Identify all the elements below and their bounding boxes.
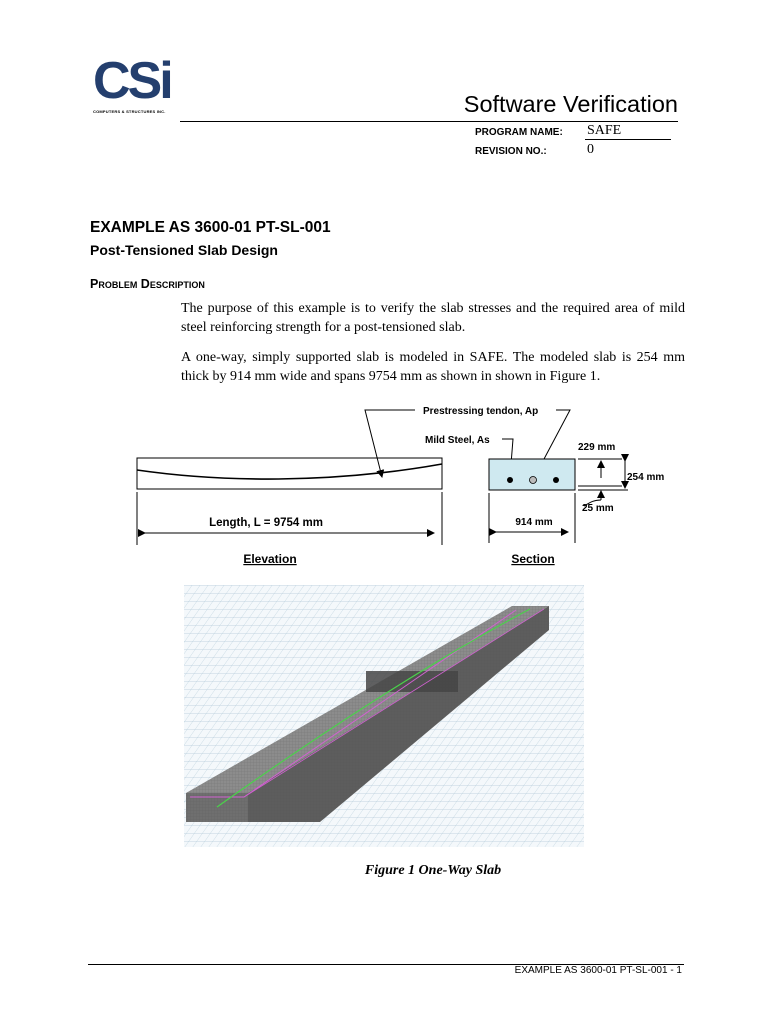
elevation-slab-outline	[137, 458, 442, 489]
elevation-label: Elevation	[243, 552, 297, 566]
dim-229-label: 229 mm	[578, 442, 616, 453]
section-heading: Problem Description	[90, 277, 205, 291]
section-label: Section	[511, 552, 555, 566]
section-slab	[489, 459, 575, 490]
mild-steel-label: Mild Steel, As	[425, 435, 490, 446]
section-view	[425, 435, 664, 566]
figure-caption: Figure 1 One-Way Slab	[364, 863, 502, 878]
program-name-label: PROGRAM NAME:	[475, 127, 563, 138]
dim-254-label: 254 mm	[627, 472, 665, 483]
slab-diagram	[130, 400, 710, 575]
safe-3d-model-figure	[184, 585, 584, 847]
revision-value: 0	[587, 142, 594, 157]
program-name-value: SAFE	[587, 123, 622, 138]
logo-text: CSi	[93, 54, 171, 110]
example-subtitle: Post-Tensioned Slab Design	[90, 242, 278, 258]
paragraph-purpose: The purpose of this example is to verify the slab stresses and the required area of mild steel reinforcing strength for a post-tensioned slab.	[181, 301, 685, 335]
paragraph-model: A one-way, simply supported slab is modeled in SAFE. The modeled slab is 254 mm thick by 914 mm wide and spans 9754 mm as shown in shown in Figure 1.	[181, 350, 685, 384]
elevation-view	[137, 458, 442, 566]
dim-914-label: 914 mm	[515, 517, 553, 528]
page-footer: EXAMPLE AS 3600-01 PT-SL-001 - 1	[514, 965, 682, 976]
page-header-title: Software Verification	[463, 91, 678, 117]
mild-steel-bar-left	[507, 477, 513, 483]
logo-tagline: COMPUTERS & STRUCTURES INC.	[93, 109, 166, 114]
length-label: Length, L = 9754 mm	[209, 517, 323, 529]
example-title: EXAMPLE AS 3600-01 PT-SL-001	[90, 219, 331, 236]
tendon-label: Prestressing tendon, Ap	[423, 406, 539, 417]
tendon-duct	[530, 477, 537, 484]
header-divider	[180, 121, 678, 122]
dim-25-label: 25 mm	[582, 503, 614, 514]
program-name-underline	[585, 139, 671, 140]
mild-steel-bar-right	[553, 477, 559, 483]
revision-label: REVISION NO.:	[475, 146, 547, 157]
